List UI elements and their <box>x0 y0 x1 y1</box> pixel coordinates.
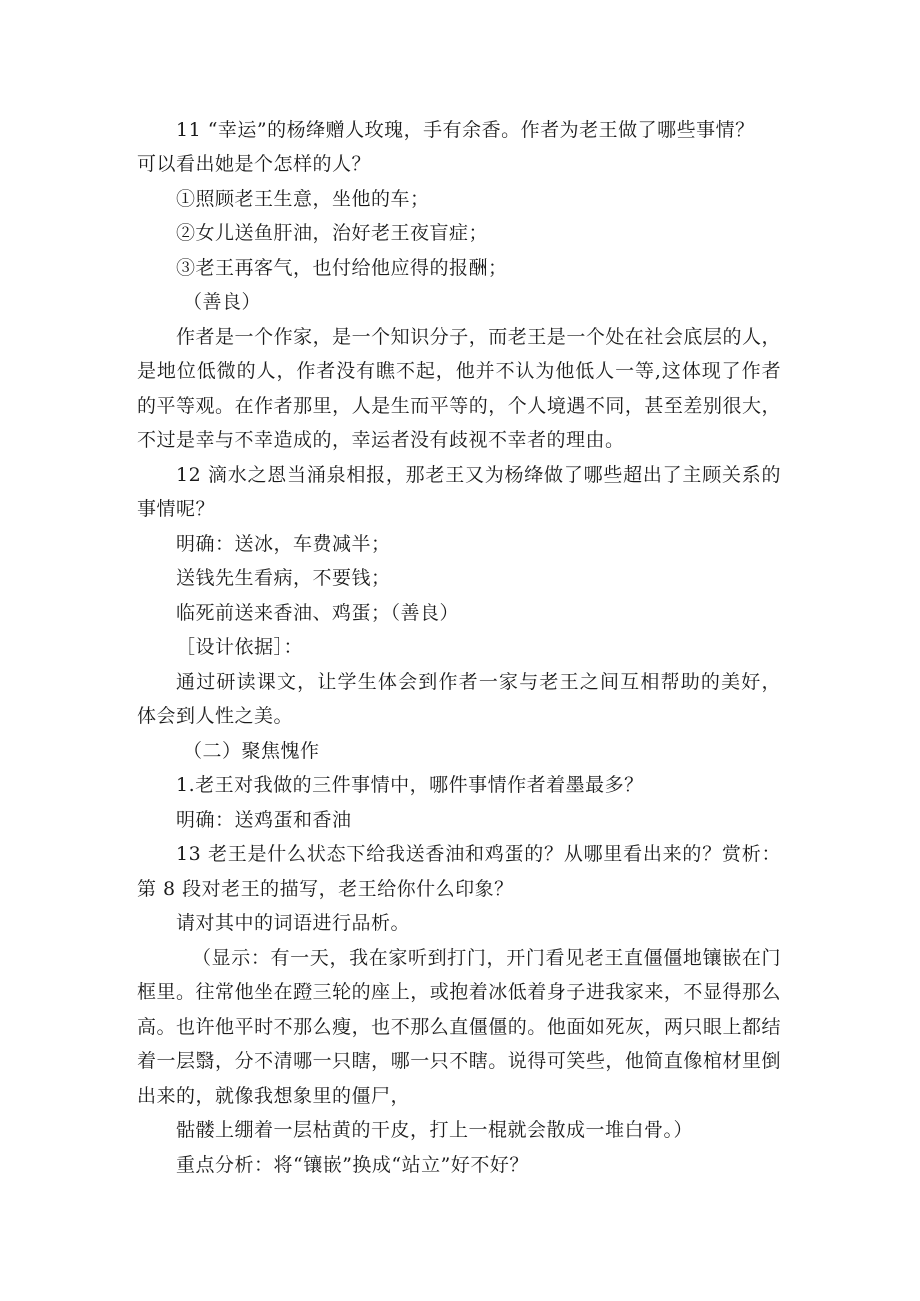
answer-summary: （善良） <box>183 291 262 313</box>
answer-item-2: ②女儿送鱼肝油，治好老王夜盲症； <box>176 222 489 244</box>
question-13-continuation: 第 8 段对老王的描写，老王给你什么印象？ <box>137 878 514 900</box>
question-12-line: 12 滴水之恩当涌泉相报，那老王又为杨绛做了哪些超出了主顾关系的 <box>176 464 781 486</box>
paragraph-line: 作者是一个作家，是一个知识分子，而老王是一个处在社会底层的人， <box>176 326 781 348</box>
quote-line: 高。也许他平时不那么瘦，也不那么直僵僵的。他面如死灰，两只眼上都结 <box>137 1016 781 1038</box>
section-heading: （二）聚焦愧作 <box>183 740 320 762</box>
quote-line: （显示：有一天，我在家听到打门，开门看见老王直僵僵地镶嵌在门 <box>192 947 781 969</box>
question-13-line: 13 老王是什么状态下给我送香油和鸡蛋的？从哪里看出来的？赏析： <box>176 843 781 865</box>
paragraph-line: 是地位低微的人，作者没有瞧不起，他并不认为他低人一等,这体现了作者 <box>137 360 781 382</box>
design-basis-heading: ［设计依据］： <box>176 636 304 658</box>
paragraph-line: 通过研读课文，让学生体会到作者一家与老王之间互相帮助的美好， <box>176 671 781 693</box>
answer-line: 明确：送鸡蛋和香油 <box>176 809 352 831</box>
answer-line: 临死前送来香油、鸡蛋；（善良） <box>176 602 460 624</box>
answer-item-1: ①照顾老王生意，坐他的车； <box>176 188 430 210</box>
question-line: 1.老王对我做的三件事情中，哪件事情作者着墨最多？ <box>176 774 644 796</box>
quote-line: 骷髅上绷着一层枯黄的干皮，打上一棍就会散成一堆白骨。） <box>176 1119 694 1141</box>
quote-line: 出来的，就像我想象里的僵尸， <box>137 1085 411 1107</box>
quote-line: 框里。往常他坐在蹬三轮的座上，或抱着冰低着身子进我家来，不显得那么 <box>137 981 781 1003</box>
answer-line: 送钱先生看病，不要钱； <box>176 567 391 589</box>
question-11-line: 11 “幸运”的杨绛赠人玫瑰，手有余香。作者为老王做了哪些事情？ <box>176 119 755 141</box>
question-12-continuation: 事情呢？ <box>137 498 216 520</box>
instruction-line: 请对其中的词语进行品析。 <box>176 912 411 934</box>
paragraph-line: 的平等观。在作者那里，人是生而平等的，个人境遇不同，甚至差别很大， <box>137 395 781 417</box>
analysis-line: 重点分析：将“镶嵌”换成“站立”好不好？ <box>176 1154 529 1176</box>
paragraph-line: 不过是幸与不幸造成的，幸运者没有歧视不幸者的理由。 <box>137 429 625 451</box>
answer-line: 明确：送冰，车费减半； <box>176 533 391 555</box>
answer-item-3: ③老王再客气，也付给他应得的报酬； <box>176 257 508 279</box>
paragraph-line: 体会到人性之美。 <box>137 705 294 727</box>
quote-line: 着一层翳，分不清哪一只瞎，哪一只不瞎。说得可笑些，他简直像棺材里倒 <box>137 1050 781 1072</box>
question-11-continuation: 可以看出她是个怎样的人？ <box>137 153 372 175</box>
